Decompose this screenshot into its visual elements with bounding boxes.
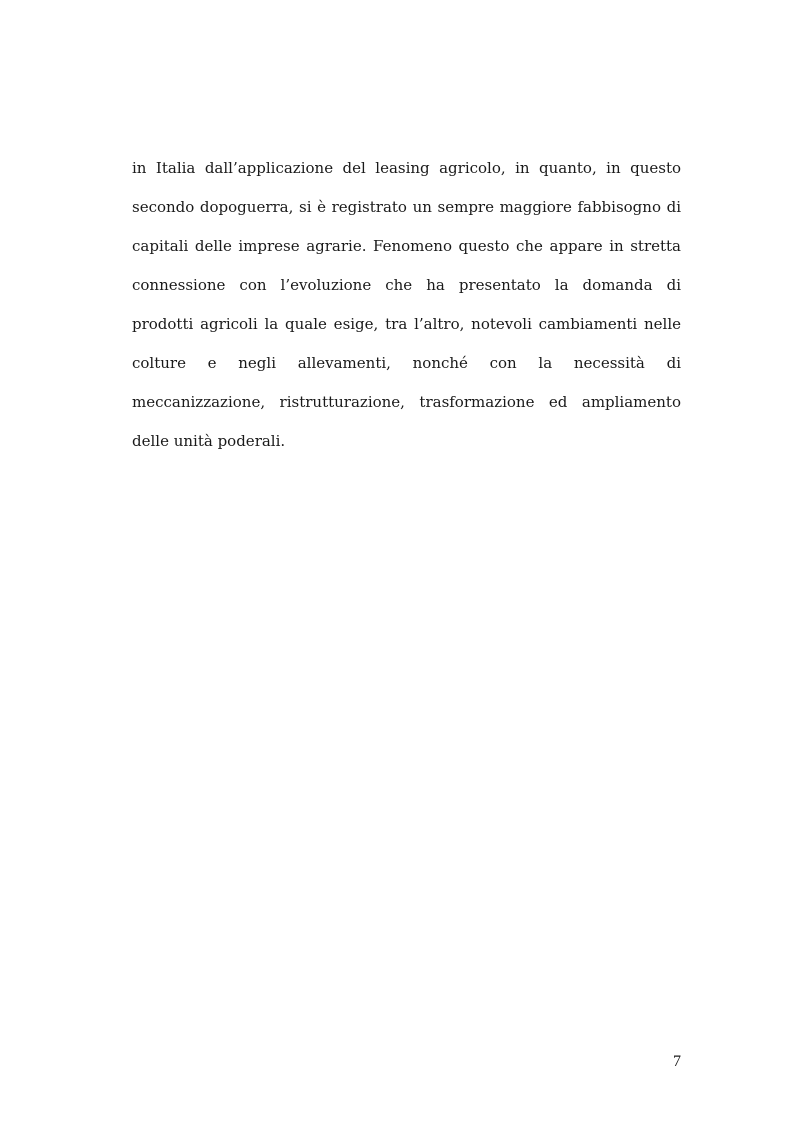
paragraph-line-6: colture e negli allevamenti, nonché con la necessità di [132,354,681,372]
paragraph-line-1: in Italia dall’applicazione del leasing agricolo, in quanto, in questo [132,159,681,177]
paragraph-line-2: secondo dopoguerra, si è registrato un sempre maggiore fabbisogno di [132,198,681,216]
paragraph-line-5: prodotti agricoli la quale esige, tra l’altro, notevoli cambiamenti nelle [132,315,681,333]
paragraph-line-4: connessione con l’evoluzione che ha presentato la domanda di [132,276,681,294]
page-number: 7 [673,1053,681,1070]
body-paragraph [132,149,681,461]
paragraph-line-3: capitali delle imprese agrarie. Fenomeno questo che appare in stretta [132,237,681,255]
paragraph-line-7: meccanizzazione, ristrutturazione, trasformazione ed ampliamento [132,393,681,411]
paragraph-line-8: delle unità poderali. [132,432,286,450]
